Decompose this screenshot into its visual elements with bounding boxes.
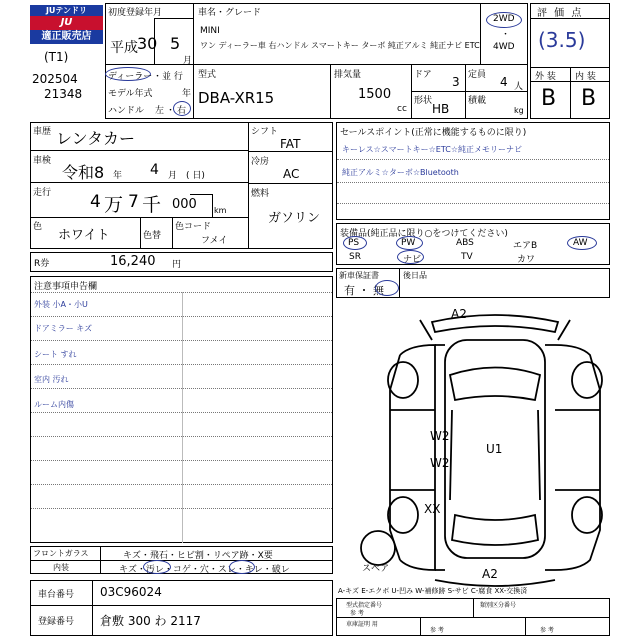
inspection-label: 車検	[33, 156, 52, 166]
warranty-circle	[375, 280, 399, 296]
displacement-value: 1500	[358, 87, 392, 102]
car-grade: ワン ディーラー車 右ハンドル スマートキー ターボ 純正アルミ 純正ナビ ETC	[200, 41, 480, 50]
windshield-label: フロントガラス	[33, 549, 89, 558]
drive-2wd: 2WD	[493, 14, 515, 24]
sales-point-label: セールスポイント(正常に機能するものに限り)	[340, 128, 527, 138]
handle-left: 左	[155, 106, 165, 116]
stock-number-2: 21348	[44, 87, 83, 101]
damage-mark: W2	[430, 429, 450, 443]
plate-label: 登録番号	[38, 617, 75, 627]
warranty-options: 有 ・ 無	[344, 284, 384, 297]
spare-label: スペア	[362, 564, 390, 574]
damage-legend: A-キズ E-エクボ U-凹み W-補修跡 S-サビ C-腐食 XX-交換済	[338, 587, 528, 595]
logo-sub: JU	[30, 16, 103, 30]
color-code-label: 色コード	[175, 222, 212, 232]
windshield-items: キズ・飛石・ヒビ割・リペア跡・X要	[123, 551, 273, 561]
note-item: シート すれ	[34, 350, 77, 359]
shift-value: FAT	[280, 137, 301, 151]
usage-value: レンタカー	[56, 129, 135, 148]
shape-value: HB	[432, 102, 450, 116]
capacity-label: 定員	[468, 70, 487, 80]
note-item: 室内 汚れ	[34, 375, 69, 384]
stock-number-1: 202504	[32, 72, 78, 86]
damage-mark: U1	[486, 442, 503, 456]
inspection-day: ( 日)	[186, 171, 205, 181]
recycle-label: R券	[34, 259, 50, 269]
usage-label: 車歴	[33, 127, 52, 137]
car-name-label: 車名・グレード	[198, 8, 262, 18]
load-label: 積載	[468, 96, 487, 106]
recycle-unit: 円	[172, 260, 182, 270]
capacity-unit: 人	[514, 82, 524, 92]
damage-mark-rear: A2	[482, 567, 498, 581]
model-year-label: モデル年式	[108, 89, 153, 99]
equip-sr: SR	[349, 252, 361, 262]
reference-label: 参 考	[350, 610, 364, 617]
damage-mark-front: A2	[451, 307, 467, 321]
equip-aw: AW	[573, 238, 588, 248]
equip-navi: ナビ	[403, 255, 422, 265]
ac-value: AC	[283, 167, 300, 181]
reference-label: 参 考	[540, 627, 554, 634]
equip-tv: TV	[461, 252, 473, 262]
equip-airbag: エアB	[513, 241, 538, 251]
store-code: (T1)	[44, 50, 69, 64]
rating-score: (3.5)	[538, 28, 586, 52]
color-value: ホワイト	[58, 228, 110, 243]
handle-right: 右	[177, 106, 187, 116]
recycle-box	[30, 252, 333, 272]
drive-4wd: 4WD	[493, 42, 515, 52]
exterior-grade: B	[541, 86, 557, 111]
dealer-option: ディーラー	[108, 72, 153, 82]
car-name: MINI	[200, 26, 220, 36]
model-label: 型式	[198, 70, 217, 80]
inspection-month-suffix: 月	[168, 171, 178, 181]
car-damage-diagram	[340, 300, 610, 590]
displacement-label: 排気量	[334, 70, 362, 80]
class-number-label: 類別区分番号	[480, 602, 517, 609]
fuel-label: 燃料	[251, 189, 270, 199]
interior-label: 内 装	[575, 72, 596, 82]
warranty-label: 新車保証書	[339, 271, 379, 280]
type-designation-label: 型式指定番号	[346, 602, 383, 609]
equip-ps: PS	[348, 238, 360, 248]
reg-month-suffix: 月	[183, 56, 193, 66]
doors-label: ドア	[414, 70, 432, 80]
logo-brand: JUテンドリ	[30, 5, 103, 16]
equip-leather: カワ	[517, 255, 536, 265]
capacity-value: 4	[500, 75, 508, 89]
mileage-man-unit: 万	[104, 194, 124, 216]
displacement-unit: cc	[397, 104, 407, 114]
later-items-label: 後日品	[403, 271, 427, 280]
mileage-man: 4	[90, 192, 101, 212]
handle-label: ハンドル	[108, 106, 145, 116]
equip-pw: PW	[401, 238, 416, 248]
inspection-era: 令和8	[62, 163, 105, 182]
damage-mark: W2	[430, 456, 450, 470]
logo-title: 適正販売店	[30, 30, 103, 44]
mileage-sen: 7	[128, 192, 139, 212]
reg-month: 5	[170, 34, 181, 53]
note-item: ドアミラー キズ	[34, 324, 93, 333]
interior-grade: B	[581, 86, 597, 111]
load-unit: kg	[514, 106, 524, 115]
color-label: 色	[33, 222, 43, 232]
damage-mark: XX	[424, 502, 441, 516]
model-year-suffix: 年	[182, 89, 192, 99]
notes-label: 注意事項申告欄	[34, 282, 98, 292]
interior-wear-circle	[229, 560, 255, 574]
parallel-option: ・並 行	[153, 72, 183, 82]
exterior-label: 外 装	[535, 72, 556, 82]
mileage-unit: km	[214, 206, 227, 215]
inspection-month: 4	[150, 162, 159, 178]
garage-cert-label: 車庫証明 用	[346, 621, 378, 628]
interior-cond-items: キズ・汚レ・コゲ・穴・スレ・キレ・破レ	[119, 565, 290, 575]
color-code: フメイ	[201, 236, 228, 246]
color-change-label: 色替	[143, 231, 162, 241]
recycle-value: 16,240	[110, 254, 156, 269]
drive-sep: ・	[501, 30, 511, 40]
reg-era: 平成	[110, 40, 138, 56]
ac-label: 冷房	[251, 157, 270, 167]
interior-cond-label: 内装	[53, 563, 69, 572]
equip-abs: ABS	[456, 238, 474, 248]
plate-number: 倉敷 300 わ 2117	[100, 614, 201, 628]
rating-label: 評 価 点	[537, 8, 584, 19]
sales-point-line2: 純正アルミ☆ターボ☆Bluetooth	[342, 168, 459, 177]
dealer-logo	[30, 5, 103, 45]
model-code: DBA-XR15	[198, 89, 275, 107]
sales-point-line1: キーレス☆スマートキー☆ETC☆純正メモリーナビ	[342, 145, 523, 154]
handle-dot: ・	[166, 106, 176, 116]
doors-value: 3	[452, 75, 460, 89]
note-item: ルーム内傷	[34, 400, 74, 409]
inspection-year-suffix: 年	[113, 171, 123, 181]
chassis-label: 車台番号	[38, 590, 75, 600]
reg-year: 30	[137, 34, 158, 53]
shift-label: シフト	[251, 127, 279, 137]
reference-label: 参 考	[430, 627, 444, 634]
equipment-label: 装備品(純正品に限り○をつけてください)	[340, 229, 508, 239]
interior-dirt-circle	[143, 560, 171, 574]
note-item: 外装 小A・小U	[34, 300, 88, 309]
mileage-rest: 000	[172, 197, 197, 212]
shape-label: 形状	[414, 96, 433, 106]
fuel-value: ガソリン	[268, 211, 321, 226]
mileage-sen-unit: 千	[142, 194, 162, 216]
chassis-number: 03C96024	[100, 585, 162, 599]
first-reg-label: 初度登録年月	[108, 8, 163, 18]
mileage-label: 走行	[33, 188, 52, 198]
